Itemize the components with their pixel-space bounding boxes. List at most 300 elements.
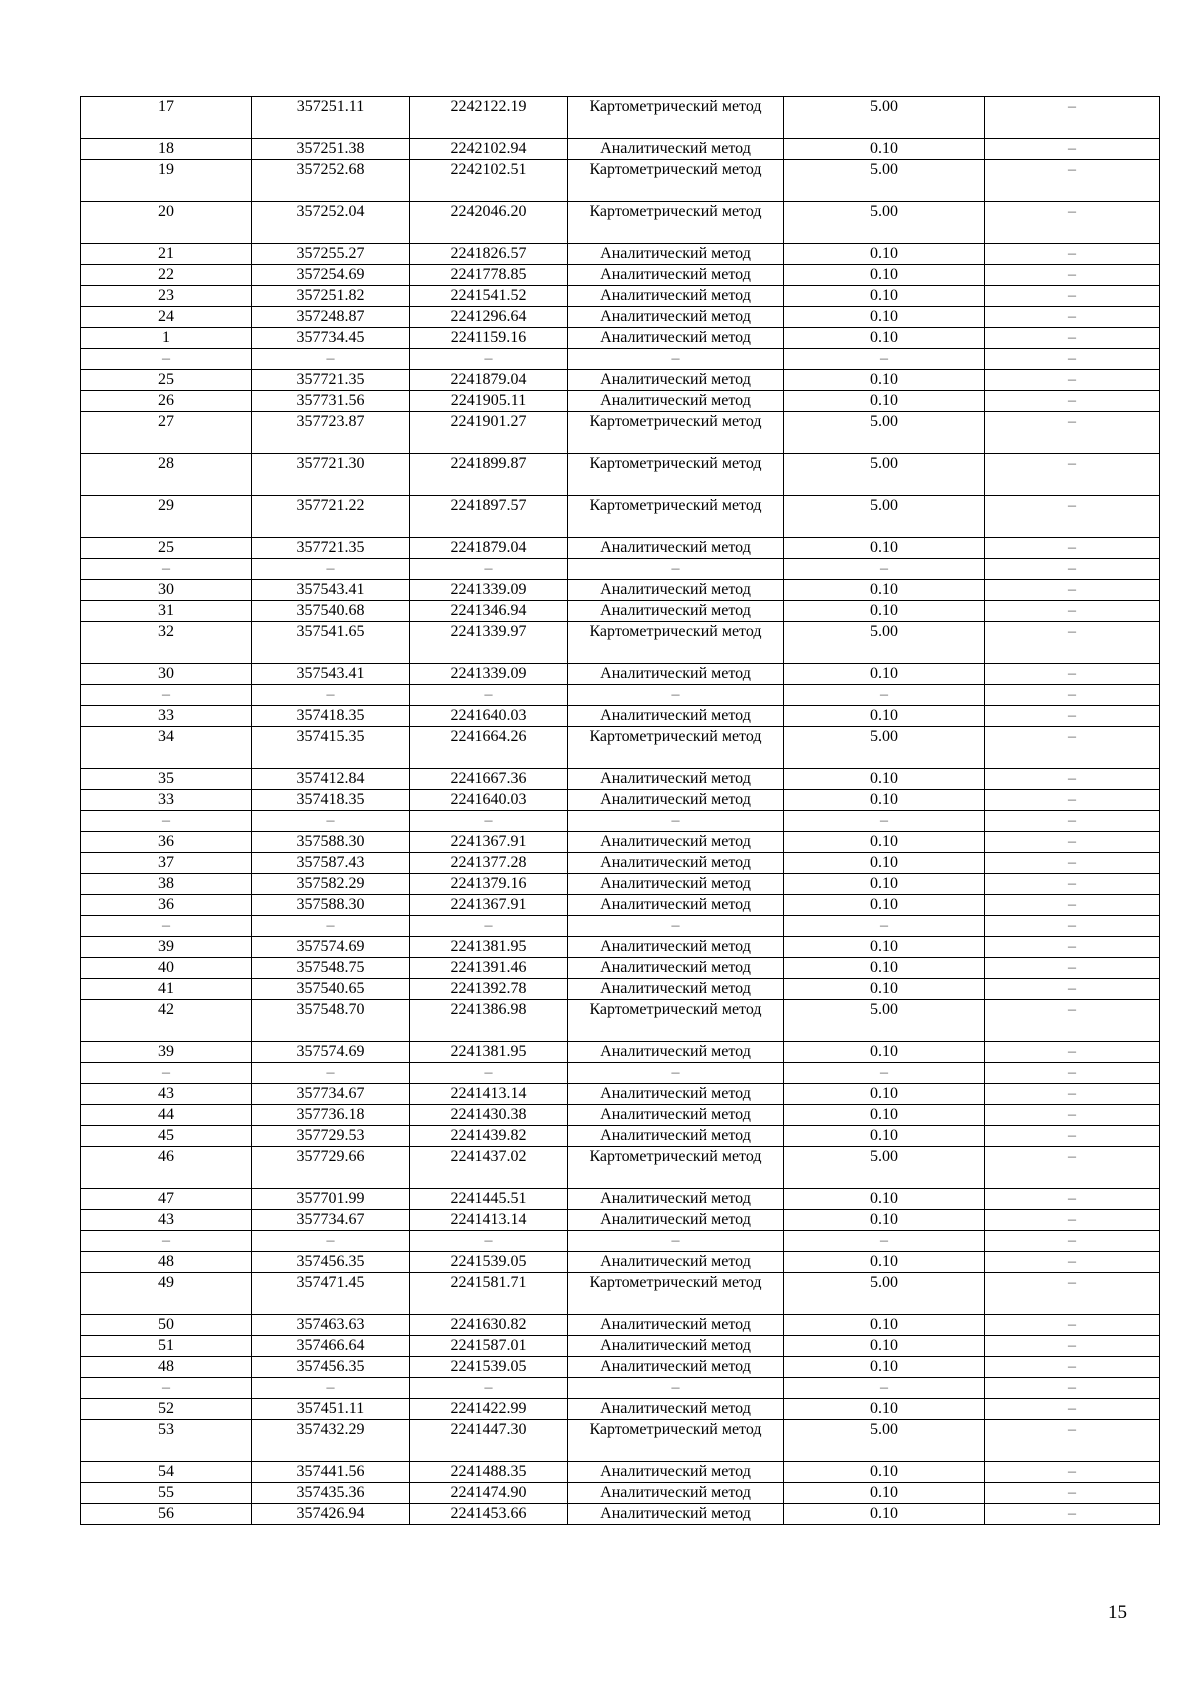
point-number-cell: 39 xyxy=(81,1042,252,1063)
x-coordinate-cell: 357734.67 xyxy=(252,1210,410,1231)
method-cell: Аналитический метод xyxy=(568,664,784,685)
description-cell: – xyxy=(985,1105,1160,1126)
description-cell: – xyxy=(985,97,1160,139)
x-coordinate-cell: 357543.41 xyxy=(252,580,410,601)
description-cell: – xyxy=(985,391,1160,412)
y-coordinate-cell: 2241413.14 xyxy=(410,1210,568,1231)
method-cell: Аналитический метод xyxy=(568,1336,784,1357)
y-coordinate-cell: 2241539.05 xyxy=(410,1252,568,1273)
y-coordinate-cell: 2241897.57 xyxy=(410,496,568,538)
point-number-cell: 42 xyxy=(81,1000,252,1042)
description-cell: – xyxy=(985,559,1160,580)
method-cell: Аналитический метод xyxy=(568,1504,784,1525)
x-coordinate-cell: 357252.04 xyxy=(252,202,410,244)
accuracy-cell: – xyxy=(784,685,985,706)
x-coordinate-cell: 357721.22 xyxy=(252,496,410,538)
accuracy-cell: 0.10 xyxy=(784,1315,985,1336)
point-number-cell: 38 xyxy=(81,874,252,895)
point-number-cell: 18 xyxy=(81,139,252,160)
description-cell: – xyxy=(985,1147,1160,1189)
x-coordinate-cell: – xyxy=(252,916,410,937)
accuracy-cell: 0.10 xyxy=(784,706,985,727)
description-cell: – xyxy=(985,685,1160,706)
description-cell: – xyxy=(985,979,1160,1000)
method-cell: – xyxy=(568,1231,784,1252)
table-row xyxy=(81,1273,1160,1315)
y-coordinate-cell: 2242046.20 xyxy=(410,202,568,244)
accuracy-cell: – xyxy=(784,1231,985,1252)
method-cell: Картометрический метод xyxy=(568,727,784,769)
table-row xyxy=(81,895,1160,916)
accuracy-cell: 0.10 xyxy=(784,1042,985,1063)
y-coordinate-cell: – xyxy=(410,811,568,832)
description-cell: – xyxy=(985,139,1160,160)
table-row xyxy=(81,706,1160,727)
accuracy-cell: 0.10 xyxy=(784,664,985,685)
table-row xyxy=(81,1189,1160,1210)
x-coordinate-cell: – xyxy=(252,685,410,706)
table-row xyxy=(81,1147,1160,1189)
accuracy-cell: 0.10 xyxy=(784,307,985,328)
description-cell: – xyxy=(985,1315,1160,1336)
table-row xyxy=(81,937,1160,958)
accuracy-cell: 0.10 xyxy=(784,958,985,979)
accuracy-cell: 0.10 xyxy=(784,790,985,811)
method-cell: Картометрический метод xyxy=(568,1420,784,1462)
method-cell: Аналитический метод xyxy=(568,1483,784,1504)
method-cell: – xyxy=(568,685,784,706)
table-row xyxy=(81,370,1160,391)
method-cell: Аналитический метод xyxy=(568,370,784,391)
coordinates-table-body xyxy=(81,97,1160,1525)
y-coordinate-cell: 2241879.04 xyxy=(410,538,568,559)
point-number-cell: 33 xyxy=(81,706,252,727)
y-coordinate-cell: 2242102.51 xyxy=(410,160,568,202)
accuracy-cell: 5.00 xyxy=(784,496,985,538)
y-coordinate-cell: 2241346.94 xyxy=(410,601,568,622)
accuracy-cell: 5.00 xyxy=(784,1273,985,1315)
table-row xyxy=(81,1084,1160,1105)
x-coordinate-cell: 357471.45 xyxy=(252,1273,410,1315)
method-cell: Аналитический метод xyxy=(568,538,784,559)
y-coordinate-cell: 2241339.09 xyxy=(410,664,568,685)
table-row xyxy=(81,160,1160,202)
accuracy-cell: 0.10 xyxy=(784,853,985,874)
x-coordinate-cell: 357588.30 xyxy=(252,832,410,853)
y-coordinate-cell: 2241667.36 xyxy=(410,769,568,790)
method-cell: Аналитический метод xyxy=(568,307,784,328)
accuracy-cell: – xyxy=(784,1063,985,1084)
table-row xyxy=(81,727,1160,769)
description-cell: – xyxy=(985,727,1160,769)
y-coordinate-cell: 2241296.64 xyxy=(410,307,568,328)
method-cell: Картометрический метод xyxy=(568,160,784,202)
accuracy-cell: 0.10 xyxy=(784,601,985,622)
description-cell: – xyxy=(985,244,1160,265)
method-cell: Аналитический метод xyxy=(568,391,784,412)
x-coordinate-cell: – xyxy=(252,559,410,580)
x-coordinate-cell: 357543.41 xyxy=(252,664,410,685)
x-coordinate-cell: 357701.99 xyxy=(252,1189,410,1210)
y-coordinate-cell: 2241778.85 xyxy=(410,265,568,286)
table-row xyxy=(81,559,1160,580)
point-number-cell: 43 xyxy=(81,1210,252,1231)
y-coordinate-cell: 2241159.16 xyxy=(410,328,568,349)
description-cell: – xyxy=(985,853,1160,874)
description-cell: – xyxy=(985,1336,1160,1357)
description-cell: – xyxy=(985,454,1160,496)
y-coordinate-cell: 2241905.11 xyxy=(410,391,568,412)
description-cell: – xyxy=(985,706,1160,727)
y-coordinate-cell: – xyxy=(410,1378,568,1399)
y-coordinate-cell: 2241901.27 xyxy=(410,412,568,454)
y-coordinate-cell: 2241826.57 xyxy=(410,244,568,265)
y-coordinate-cell: – xyxy=(410,916,568,937)
method-cell: Аналитический метод xyxy=(568,601,784,622)
point-number-cell: 27 xyxy=(81,412,252,454)
accuracy-cell: 0.10 xyxy=(784,139,985,160)
point-number-cell: 22 xyxy=(81,265,252,286)
description-cell: – xyxy=(985,832,1160,853)
point-number-cell: 34 xyxy=(81,727,252,769)
description-cell: – xyxy=(985,1189,1160,1210)
y-coordinate-cell: 2241377.28 xyxy=(410,853,568,874)
x-coordinate-cell: 357721.35 xyxy=(252,538,410,559)
table-row xyxy=(81,538,1160,559)
method-cell: – xyxy=(568,349,784,370)
method-cell: Аналитический метод xyxy=(568,1462,784,1483)
accuracy-cell: – xyxy=(784,1378,985,1399)
point-number-cell: 33 xyxy=(81,790,252,811)
method-cell: Аналитический метод xyxy=(568,832,784,853)
accuracy-cell: 0.10 xyxy=(784,937,985,958)
x-coordinate-cell: – xyxy=(252,1063,410,1084)
point-number-cell: – xyxy=(81,1378,252,1399)
accuracy-cell: 0.10 xyxy=(784,1252,985,1273)
x-coordinate-cell: 357432.29 xyxy=(252,1420,410,1462)
accuracy-cell: 5.00 xyxy=(784,454,985,496)
method-cell: Аналитический метод xyxy=(568,1042,784,1063)
description-cell: – xyxy=(985,1063,1160,1084)
table-row xyxy=(81,454,1160,496)
x-coordinate-cell: 357412.84 xyxy=(252,769,410,790)
table-row xyxy=(81,391,1160,412)
point-number-cell: 35 xyxy=(81,769,252,790)
x-coordinate-cell: 357548.70 xyxy=(252,1000,410,1042)
x-coordinate-cell: 357254.69 xyxy=(252,265,410,286)
table-row xyxy=(81,979,1160,1000)
x-coordinate-cell: – xyxy=(252,1231,410,1252)
y-coordinate-cell: 2241392.78 xyxy=(410,979,568,1000)
accuracy-cell: 0.10 xyxy=(784,328,985,349)
point-number-cell: 20 xyxy=(81,202,252,244)
x-coordinate-cell: 357721.35 xyxy=(252,370,410,391)
method-cell: Аналитический метод xyxy=(568,139,784,160)
description-cell: – xyxy=(985,286,1160,307)
method-cell: Аналитический метод xyxy=(568,1105,784,1126)
method-cell: Аналитический метод xyxy=(568,328,784,349)
accuracy-cell: 0.10 xyxy=(784,979,985,1000)
x-coordinate-cell: 357415.35 xyxy=(252,727,410,769)
x-coordinate-cell: 357255.27 xyxy=(252,244,410,265)
point-number-cell: 47 xyxy=(81,1189,252,1210)
method-cell: Картометрический метод xyxy=(568,97,784,139)
y-coordinate-cell: 2241391.46 xyxy=(410,958,568,979)
table-row xyxy=(81,1126,1160,1147)
table-row xyxy=(81,1252,1160,1273)
table-row xyxy=(81,412,1160,454)
table-row xyxy=(81,916,1160,937)
point-number-cell: – xyxy=(81,685,252,706)
description-cell: – xyxy=(985,1231,1160,1252)
accuracy-cell: – xyxy=(784,811,985,832)
y-coordinate-cell: – xyxy=(410,349,568,370)
y-coordinate-cell: 2241581.71 xyxy=(410,1273,568,1315)
x-coordinate-cell: 357252.68 xyxy=(252,160,410,202)
x-coordinate-cell: 357736.18 xyxy=(252,1105,410,1126)
method-cell: Аналитический метод xyxy=(568,958,784,979)
method-cell: Аналитический метод xyxy=(568,1399,784,1420)
description-cell: – xyxy=(985,1378,1160,1399)
method-cell: – xyxy=(568,916,784,937)
accuracy-cell: 0.10 xyxy=(784,1084,985,1105)
table-row xyxy=(81,601,1160,622)
description-cell: – xyxy=(985,790,1160,811)
x-coordinate-cell: 357426.94 xyxy=(252,1504,410,1525)
x-coordinate-cell: 357729.53 xyxy=(252,1126,410,1147)
x-coordinate-cell: 357540.68 xyxy=(252,601,410,622)
method-cell: Аналитический метод xyxy=(568,1126,784,1147)
accuracy-cell: 0.10 xyxy=(784,1105,985,1126)
description-cell: – xyxy=(985,412,1160,454)
table-row xyxy=(81,1357,1160,1378)
x-coordinate-cell: – xyxy=(252,1378,410,1399)
point-number-cell: – xyxy=(81,811,252,832)
table-row xyxy=(81,1504,1160,1525)
x-coordinate-cell: – xyxy=(252,811,410,832)
y-coordinate-cell: 2241437.02 xyxy=(410,1147,568,1189)
point-number-cell: – xyxy=(81,916,252,937)
table-row xyxy=(81,1042,1160,1063)
description-cell: – xyxy=(985,1399,1160,1420)
y-coordinate-cell: – xyxy=(410,1063,568,1084)
method-cell: Аналитический метод xyxy=(568,1252,784,1273)
y-coordinate-cell: 2241367.91 xyxy=(410,895,568,916)
y-coordinate-cell: 2241453.66 xyxy=(410,1504,568,1525)
y-coordinate-cell: 2241474.90 xyxy=(410,1483,568,1504)
x-coordinate-cell: 357456.35 xyxy=(252,1357,410,1378)
x-coordinate-cell: – xyxy=(252,349,410,370)
description-cell: – xyxy=(985,664,1160,685)
accuracy-cell: 5.00 xyxy=(784,202,985,244)
method-cell: Аналитический метод xyxy=(568,1084,784,1105)
description-cell: – xyxy=(985,1252,1160,1273)
description-cell: – xyxy=(985,874,1160,895)
table-row xyxy=(81,1105,1160,1126)
accuracy-cell: – xyxy=(784,559,985,580)
description-cell: – xyxy=(985,1483,1160,1504)
y-coordinate-cell: 2241430.38 xyxy=(410,1105,568,1126)
description-cell: – xyxy=(985,538,1160,559)
y-coordinate-cell: 2241386.98 xyxy=(410,1000,568,1042)
method-cell: Картометрический метод xyxy=(568,202,784,244)
x-coordinate-cell: 357463.63 xyxy=(252,1315,410,1336)
method-cell: Аналитический метод xyxy=(568,853,784,874)
method-cell: Картометрический метод xyxy=(568,1000,784,1042)
x-coordinate-cell: 357574.69 xyxy=(252,937,410,958)
point-number-cell: 36 xyxy=(81,832,252,853)
table-row xyxy=(81,286,1160,307)
table-row xyxy=(81,1063,1160,1084)
description-cell: – xyxy=(985,895,1160,916)
table-row xyxy=(81,1336,1160,1357)
point-number-cell: 36 xyxy=(81,895,252,916)
table-row xyxy=(81,1483,1160,1504)
accuracy-cell: 0.10 xyxy=(784,286,985,307)
description-cell: – xyxy=(985,1000,1160,1042)
y-coordinate-cell: 2241379.16 xyxy=(410,874,568,895)
table-row xyxy=(81,685,1160,706)
point-number-cell: 46 xyxy=(81,1147,252,1189)
point-number-cell: 43 xyxy=(81,1084,252,1105)
table-row xyxy=(81,307,1160,328)
description-cell: – xyxy=(985,622,1160,664)
accuracy-cell: 5.00 xyxy=(784,727,985,769)
description-cell: – xyxy=(985,958,1160,979)
accuracy-cell: 0.10 xyxy=(784,1357,985,1378)
table-row xyxy=(81,328,1160,349)
y-coordinate-cell: 2241422.99 xyxy=(410,1399,568,1420)
accuracy-cell: 0.10 xyxy=(784,769,985,790)
point-number-cell: 39 xyxy=(81,937,252,958)
x-coordinate-cell: 357418.35 xyxy=(252,790,410,811)
x-coordinate-cell: 357251.82 xyxy=(252,286,410,307)
table-row xyxy=(81,1399,1160,1420)
accuracy-cell: 0.10 xyxy=(784,244,985,265)
method-cell: Аналитический метод xyxy=(568,244,784,265)
description-cell: – xyxy=(985,1210,1160,1231)
description-cell: – xyxy=(985,1126,1160,1147)
table-row xyxy=(81,790,1160,811)
description-cell: – xyxy=(985,349,1160,370)
method-cell: Аналитический метод xyxy=(568,895,784,916)
x-coordinate-cell: 357418.35 xyxy=(252,706,410,727)
accuracy-cell: 5.00 xyxy=(784,1420,985,1462)
y-coordinate-cell: 2241539.05 xyxy=(410,1357,568,1378)
x-coordinate-cell: 357548.75 xyxy=(252,958,410,979)
table-row xyxy=(81,1210,1160,1231)
description-cell: – xyxy=(985,370,1160,391)
method-cell: Картометрический метод xyxy=(568,622,784,664)
point-number-cell: – xyxy=(81,349,252,370)
point-number-cell: 49 xyxy=(81,1273,252,1315)
accuracy-cell: 5.00 xyxy=(784,97,985,139)
description-cell: – xyxy=(985,160,1160,202)
table-row xyxy=(81,664,1160,685)
method-cell: Аналитический метод xyxy=(568,1189,784,1210)
y-coordinate-cell: 2241630.82 xyxy=(410,1315,568,1336)
table-row xyxy=(81,622,1160,664)
method-cell: – xyxy=(568,1063,784,1084)
point-number-cell: 37 xyxy=(81,853,252,874)
method-cell: Аналитический метод xyxy=(568,937,784,958)
table-row xyxy=(81,202,1160,244)
x-coordinate-cell: 357734.45 xyxy=(252,328,410,349)
point-number-cell: – xyxy=(81,1231,252,1252)
x-coordinate-cell: 357456.35 xyxy=(252,1252,410,1273)
x-coordinate-cell: 357587.43 xyxy=(252,853,410,874)
accuracy-cell: 0.10 xyxy=(784,874,985,895)
accuracy-cell: 0.10 xyxy=(784,1210,985,1231)
x-coordinate-cell: 357731.56 xyxy=(252,391,410,412)
point-number-cell: – xyxy=(81,1063,252,1084)
table-row xyxy=(81,1378,1160,1399)
point-number-cell: 55 xyxy=(81,1483,252,1504)
point-number-cell: 52 xyxy=(81,1399,252,1420)
x-coordinate-cell: 357734.67 xyxy=(252,1084,410,1105)
y-coordinate-cell: 2241879.04 xyxy=(410,370,568,391)
point-number-cell: 25 xyxy=(81,538,252,559)
point-number-cell: 48 xyxy=(81,1357,252,1378)
y-coordinate-cell: 2241541.52 xyxy=(410,286,568,307)
x-coordinate-cell: 357441.56 xyxy=(252,1462,410,1483)
point-number-cell: 29 xyxy=(81,496,252,538)
method-cell: Аналитический метод xyxy=(568,790,784,811)
accuracy-cell: 0.10 xyxy=(784,538,985,559)
point-number-cell: 54 xyxy=(81,1462,252,1483)
description-cell: – xyxy=(985,916,1160,937)
accuracy-cell: 0.10 xyxy=(784,895,985,916)
table-row xyxy=(81,244,1160,265)
description-cell: – xyxy=(985,580,1160,601)
y-coordinate-cell: 2241664.26 xyxy=(410,727,568,769)
method-cell: Картометрический метод xyxy=(568,1273,784,1315)
point-number-cell: 25 xyxy=(81,370,252,391)
point-number-cell: 56 xyxy=(81,1504,252,1525)
accuracy-cell: 0.10 xyxy=(784,1399,985,1420)
point-number-cell: 45 xyxy=(81,1126,252,1147)
point-number-cell: 30 xyxy=(81,580,252,601)
y-coordinate-cell: 2241640.03 xyxy=(410,790,568,811)
table-row xyxy=(81,811,1160,832)
y-coordinate-cell: – xyxy=(410,685,568,706)
accuracy-cell: 5.00 xyxy=(784,1000,985,1042)
point-number-cell: 24 xyxy=(81,307,252,328)
point-number-cell: 17 xyxy=(81,97,252,139)
x-coordinate-cell: 357541.65 xyxy=(252,622,410,664)
accuracy-cell: 0.10 xyxy=(784,1189,985,1210)
x-coordinate-cell: 357435.36 xyxy=(252,1483,410,1504)
x-coordinate-cell: 357248.87 xyxy=(252,307,410,328)
description-cell: – xyxy=(985,811,1160,832)
description-cell: – xyxy=(985,307,1160,328)
accuracy-cell: 0.10 xyxy=(784,1126,985,1147)
accuracy-cell: 0.10 xyxy=(784,580,985,601)
accuracy-cell: 0.10 xyxy=(784,1483,985,1504)
description-cell: – xyxy=(985,1084,1160,1105)
y-coordinate-cell: 2241587.01 xyxy=(410,1336,568,1357)
description-cell: – xyxy=(985,1042,1160,1063)
table-row xyxy=(81,580,1160,601)
method-cell: Картометрический метод xyxy=(568,1147,784,1189)
y-coordinate-cell: 2241447.30 xyxy=(410,1420,568,1462)
accuracy-cell: – xyxy=(784,916,985,937)
point-number-cell: 26 xyxy=(81,391,252,412)
point-number-cell: 21 xyxy=(81,244,252,265)
point-number-cell: 1 xyxy=(81,328,252,349)
accuracy-cell: 0.10 xyxy=(784,1462,985,1483)
table-row xyxy=(81,265,1160,286)
